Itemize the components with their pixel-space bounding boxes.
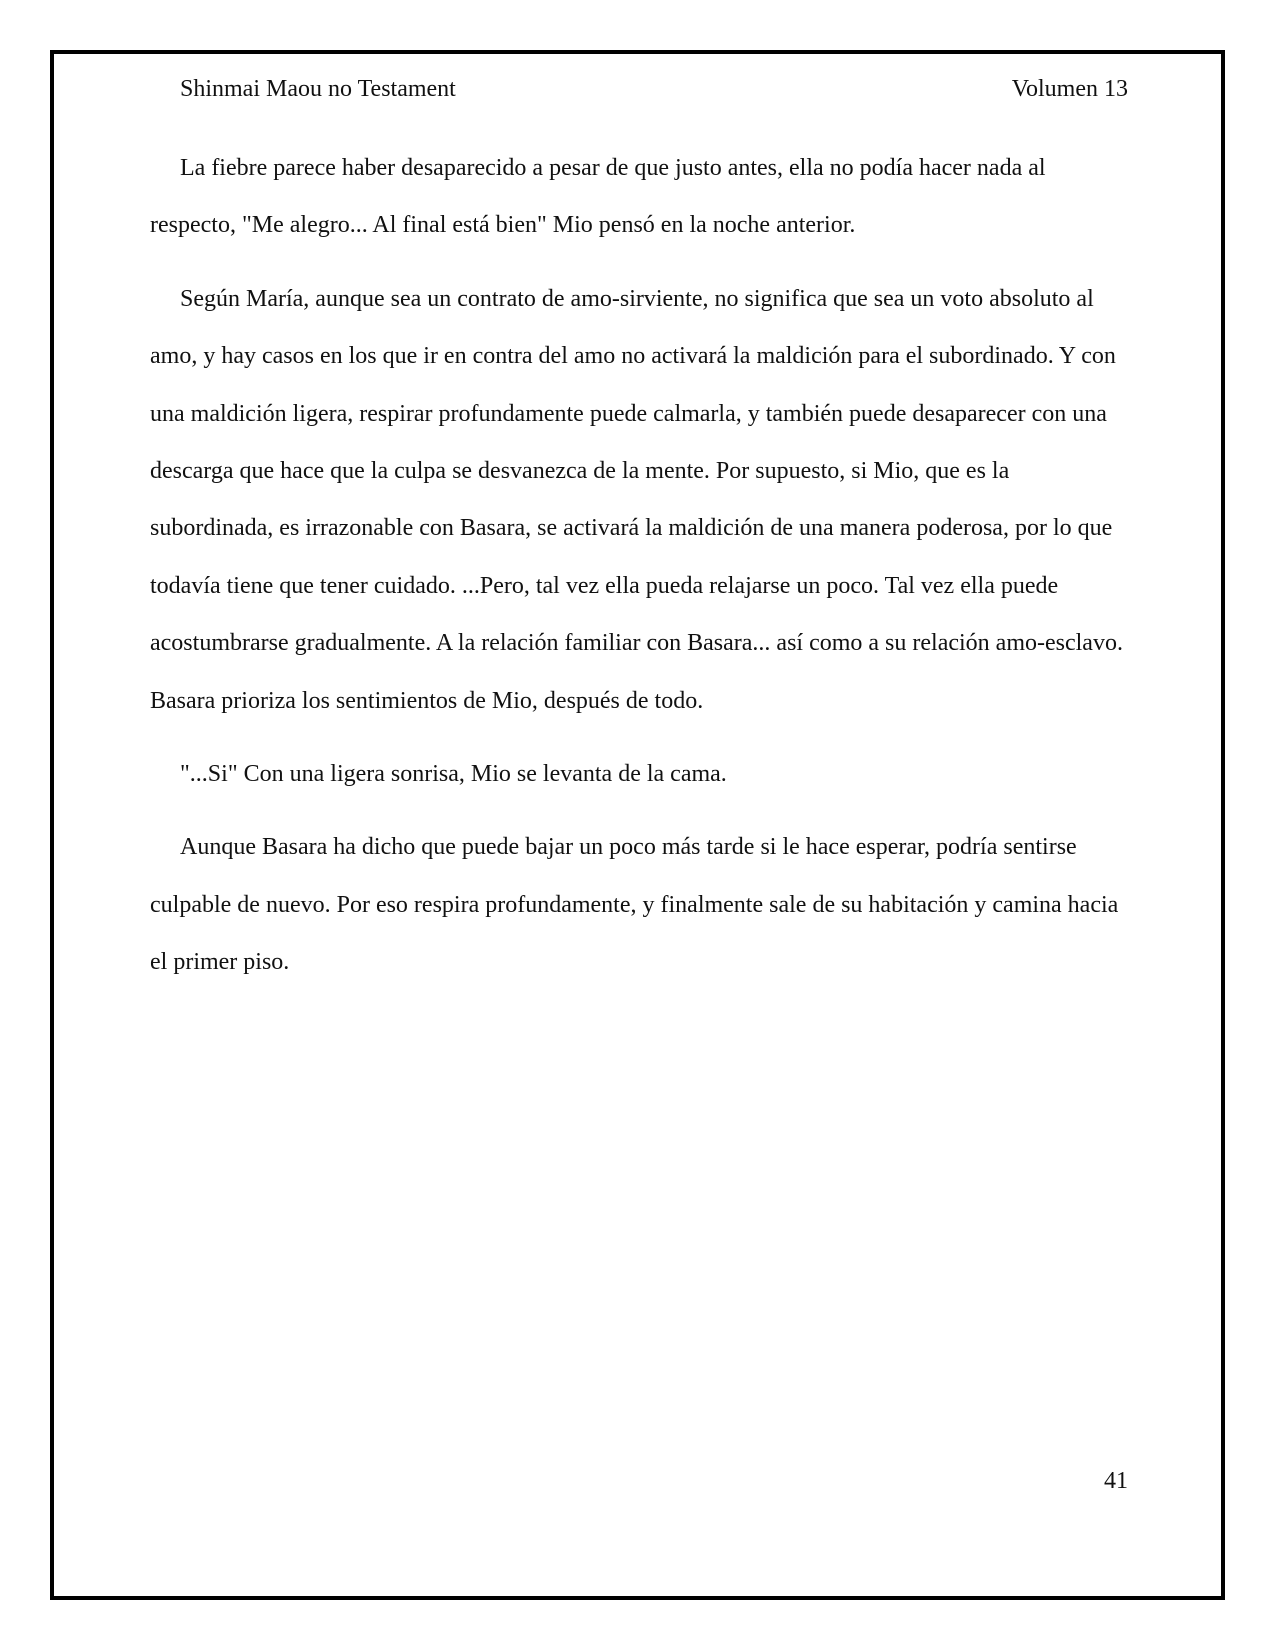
volume-label: Volumen 13 <box>1011 76 1128 102</box>
page-header <box>180 72 1128 106</box>
book-title: Shinmai Maou no Testament <box>180 76 456 102</box>
page-number: 41 <box>1104 1468 1128 1494</box>
paragraph-3: "...Si" Con una ligera sonrisa, Mio se levanta de la cama. <box>180 761 727 788</box>
page-body <box>150 140 1128 1008</box>
paragraph-2: Según María, aunque sea un contrato de amo-sirviente, no significa que sea un voto absoluto al amo, y hay casos en los que ir en contra del amo no activará la maldición para el subordinado. Y con una maldición ligera, respirar profundamente puede calmarla, y también puede desaparecer con una descarga que hace que la culpa se desvanezca de la mente. Por supuesto, si Mio, que es la subordinada, es irrazonable con Basara, se activará la maldición de una manera poderosa, por lo que todavía tiene que tener cuidado. ...Pero, tal vez ella pueda relajarse un poco. Tal vez ella puede acostumbrarse gradualmente. A la relación familiar con Basara... así como a su relación amo-esclavo. Basara prioriza los sentimientos de Mio, después de todo. <box>150 285 1123 714</box>
paragraph-4: Aunque Basara ha dicho que puede bajar un poco más tarde si le hace esperar, podría sentirse culpable de nuevo. Por eso respira profundamente, y finalmente sale de su habitación y camina hacia el primer piso. <box>150 834 1119 976</box>
paragraph-1: La fiebre parece haber desaparecido a pesar de que justo antes, ella no podía hacer nada al respecto, "Me alegro... Al final está bien" Mio pensó en la noche anterior. <box>150 155 1046 239</box>
